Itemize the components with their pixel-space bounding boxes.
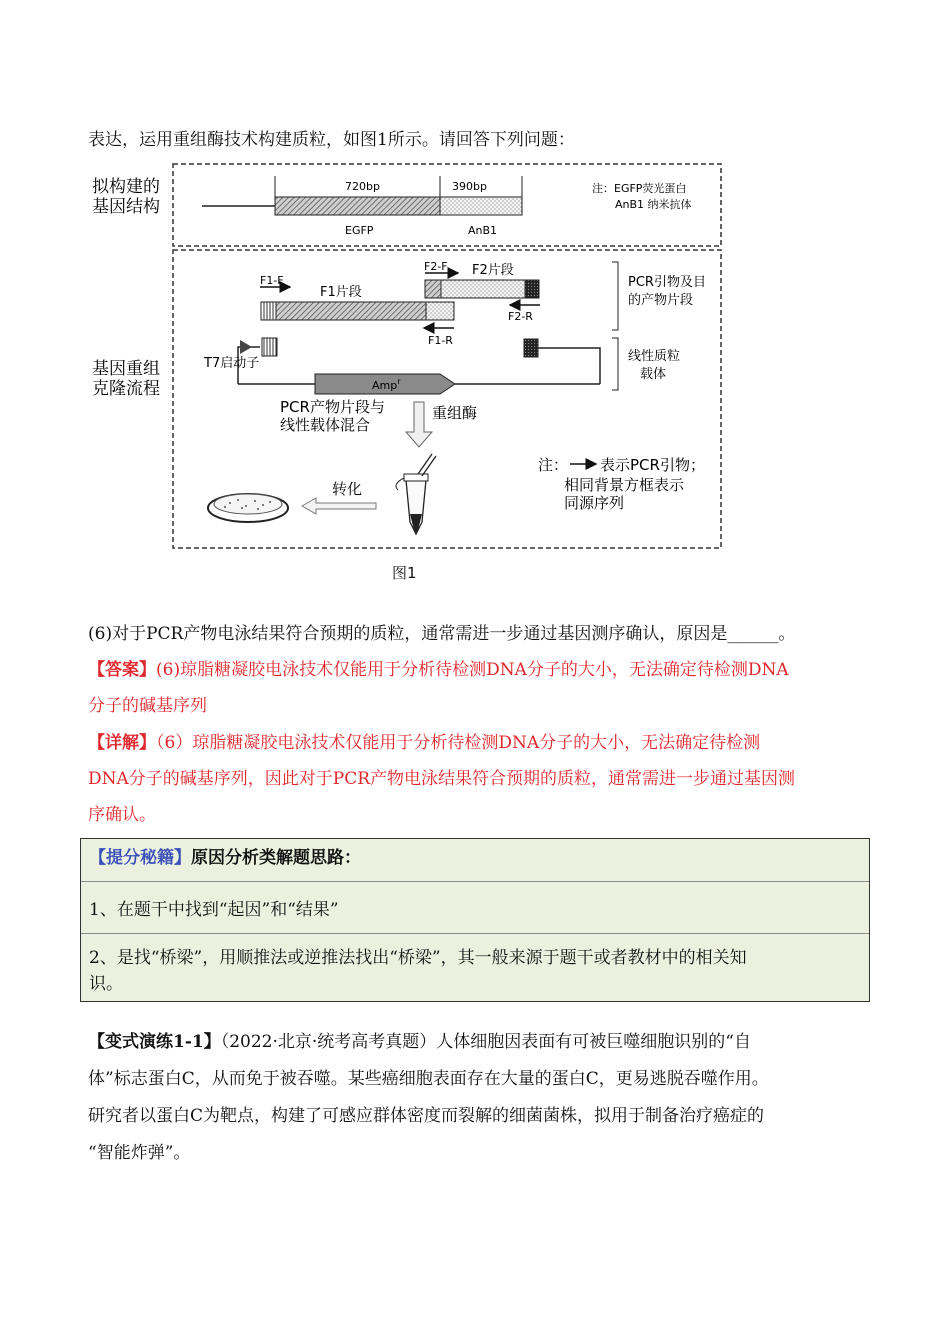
mix-label-2: 线性载体混合 [280,416,371,434]
detail-label: 【详解】 [88,733,156,753]
f2f-label: F2-F [424,260,448,273]
note-top-1: 注：EGFP荧光蛋白 [592,182,687,195]
bp-390: 390bp [452,180,487,193]
detail-line-3: 序确认。 [88,805,156,825]
pcr-note-2: 的产物片段 [628,293,694,308]
answer-line-2: 分子的碱基序列 [88,696,207,716]
transform-label: 转化 [332,480,363,498]
intro-text: 表达，运用重组酶技术构建质粒，如图1所示。请回答下列问题： [88,130,575,150]
variant-line-3: 研究者以蛋白C为靶点，构建了可感应群体密度而裂解的细菌菌株，拟用于制备治疗癌症的 [88,1106,765,1126]
figure-caption: 图1 [392,564,417,582]
question-6: (6)对于PCR产物电泳结果符合预期的质粒，通常需进一步通过基因测序确认，原因是______。 [88,624,796,644]
f1f-label: F1-F [260,274,284,287]
note-bottom-1: 注： [538,456,569,474]
mix-label-1: PCR产物片段与 [280,398,385,416]
seg-anb1: AnB1 [468,224,498,237]
variant-line-1: 【变式演练1-1】（2022·北京·统考高考真题）人体细胞因表面有可被巨噬细胞识别的“自 [88,1032,751,1052]
label-flow-2: 克隆流程 [92,379,160,399]
f1r-label: F1-R [428,334,453,347]
tips-heading [89,845,861,871]
tips-item-1: 1、在题干中找到“起因”和“结果” [89,900,339,920]
tips-subtitle: 原因分析类解题思路： [191,848,361,868]
label-flow-1: 基因重组 [92,359,160,379]
variant-line-2: 体”标志蛋白C，从而免于被吞噬。某些癌细胞表面存在大量的蛋白C，更易逃脱吞噬作用。 [88,1069,769,1089]
seg-egfp: EGFP [345,224,374,237]
vector-label-2: 载体 [640,367,667,382]
tips-item-2-line-2: 识。 [89,974,123,994]
f2r-label: F2-R [508,310,533,323]
answer-label: 【答案】 [88,660,156,680]
bp-720: 720bp [345,180,380,193]
detail-line-1: 【详解】（6）琼脂糖凝胶电泳技术仅能用于分析待检测DNA分子的大小，无法确定待检测 [88,733,761,753]
enzyme-label: 重组酶 [432,404,478,422]
variant-label: 【变式演练1-1】 [88,1032,221,1052]
t7-label: T7启动子 [204,356,260,371]
note-top-2: AnB1 纳米抗体 [615,198,692,211]
f1-seg-label: F1片段 [320,285,362,300]
note-bottom-2: 相同背景方框表示 [564,476,685,494]
f2-seg-label: F2片段 [472,263,514,278]
recombination-figure [80,162,740,562]
tips-box [80,838,870,1002]
amp-label: Amp$^r$ [372,377,401,392]
label-structure-2: 基因结构 [92,197,160,217]
note-bottom-1b: 表示PCR引物； [600,456,705,474]
pcr-note-1: PCR引物及目 [628,275,706,290]
variant-line-4: “智能炸弹”。 [88,1143,191,1163]
vector-label-1: 线性质粒 [628,349,681,364]
label-structure-1: 拟构建的 [92,177,160,197]
tips-item-2-line-1: 2、是找“桥梁”，用顺推法或逆推法找出“桥梁”，其一般来源于题干或者教材中的相关知 [89,948,747,968]
answer-line-1: 【答案】(6)琼脂糖凝胶电泳技术仅能用于分析待检测DNA分子的大小，无法确定待检测DNA [88,660,789,680]
note-bottom-3: 同源序列 [564,494,625,512]
tips-title: 【提分秘籍】 [89,848,191,868]
detail-line-2: DNA分子的碱基序列，因此对于PCR产物电泳结果符合预期的质粒，通常需进一步通过基因测 [88,769,796,789]
